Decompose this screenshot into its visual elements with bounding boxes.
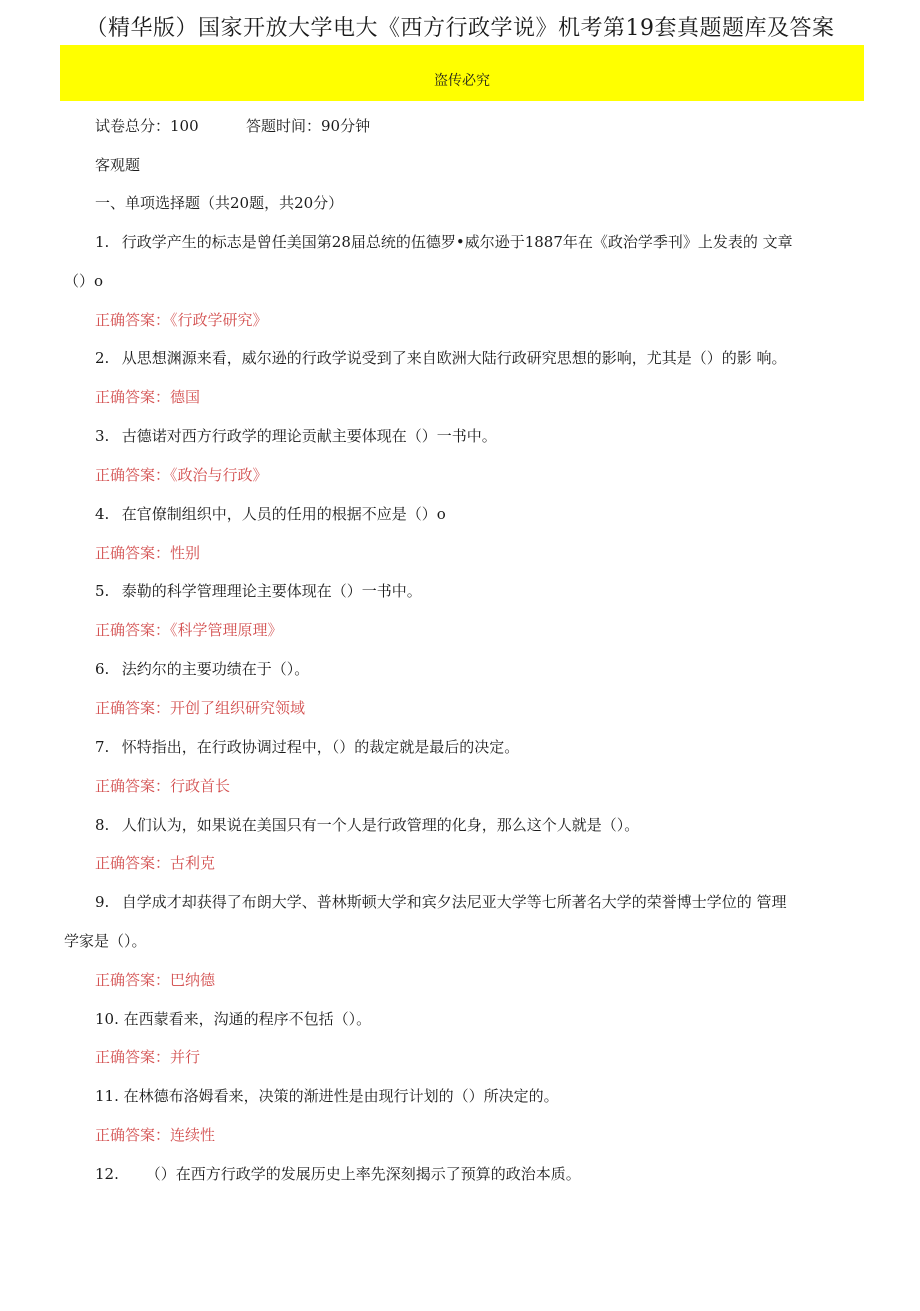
exam-time: 答题时间：90分钟 xyxy=(246,117,371,135)
question-1-continued: （）o xyxy=(64,272,104,290)
banner-text: 盗传必究 xyxy=(434,73,490,89)
question-7 xyxy=(95,737,519,757)
question-number: 4. xyxy=(95,505,110,523)
question-text: 在官僚制组织中，人员的任用的根据不应是（）o xyxy=(121,505,446,523)
answer-label: 正确答案： xyxy=(95,544,171,562)
answer-label: 正确答案： xyxy=(95,854,171,872)
question-text: 行政学产生的标志是曾任美国第28届总统的伍德罗•威尔逊于1887年在《政治学季刊》上发表的 文章 xyxy=(121,233,793,251)
answer-11 xyxy=(95,1125,215,1145)
question-5 xyxy=(95,581,422,601)
answer-10 xyxy=(95,1047,200,1067)
question-text: 古德诺对西方行政学的理论贡献主要体现在（）一书中。 xyxy=(121,427,497,445)
question-number: 2. xyxy=(95,349,110,367)
question-text: 在西蒙看来，沟通的程序不包括（）。 xyxy=(123,1010,372,1028)
answer-1 xyxy=(95,310,268,330)
question-9-continued: 学家是（）。 xyxy=(64,932,147,950)
question-9 xyxy=(95,892,787,912)
answer-label: 正确答案： xyxy=(95,1048,171,1066)
question-6 xyxy=(95,659,309,679)
question-text: 从思想渊源来看，威尔逊的行政学说受到了来自欧洲大陆行政研究思想的影响，尤其是（）的影 响。 xyxy=(121,349,787,367)
question-number: 9. xyxy=(95,893,110,911)
question-number: 6. xyxy=(95,660,110,678)
question-text: 法约尔的主要功绩在于（）。 xyxy=(121,660,310,678)
question-2 xyxy=(95,348,787,368)
question-10 xyxy=(95,1009,371,1029)
answer-7 xyxy=(95,776,230,796)
question-text: 人们认为，如果说在美国只有一个人是行政管理的化身，那么这个人就是（）。 xyxy=(121,816,640,834)
answer-value: 巴纳德 xyxy=(170,971,216,989)
answer-label: 正确答案： xyxy=(95,971,171,989)
question-11 xyxy=(95,1086,559,1106)
answer-label: 正确答案： xyxy=(95,777,171,795)
question-text: 怀特指出，在行政协调过程中，（）的裁定就是最后的决定。 xyxy=(121,738,520,756)
answer-label: 正确答案： xyxy=(95,621,171,639)
question-text: 在林德布洛姆看来，决策的渐进性是由现行计划的（）所决定的。 xyxy=(123,1087,559,1105)
answer-value: 德国 xyxy=(170,388,201,406)
answer-3 xyxy=(95,465,268,485)
answer-5 xyxy=(95,620,283,640)
answer-6 xyxy=(95,698,305,718)
answer-value: 行政首长 xyxy=(170,777,231,795)
question-3 xyxy=(95,426,497,446)
question-text: 泰勒的科学管理理论主要体现在（）一书中。 xyxy=(121,582,422,600)
question-number: 11. xyxy=(95,1087,119,1105)
section-heading: 客观题 xyxy=(95,156,141,174)
answer-value: 开创了组织研究领域 xyxy=(170,699,306,717)
question-text: （）在西方行政学的发展历史上率先深刻揭示了预算的政治本质。 xyxy=(145,1165,581,1183)
answer-value: 《行政学研究》 xyxy=(170,311,268,329)
answer-value: 连续性 xyxy=(170,1126,216,1144)
answer-value: 古利克 xyxy=(170,854,216,872)
watermark-banner xyxy=(60,45,864,101)
question-text: 自学成才却获得了布朗大学、普林斯顿大学和宾夕法尼亚大学等七所著名大学的荣誉博士学位的 管理 xyxy=(121,893,787,911)
answer-value: 《政治与行政》 xyxy=(170,466,268,484)
question-number: 8. xyxy=(95,816,110,834)
question-1 xyxy=(95,232,793,252)
answer-label: 正确答案： xyxy=(95,1126,171,1144)
question-12 xyxy=(95,1164,581,1184)
answer-4 xyxy=(95,543,200,563)
part-heading: 一、单项选择题（共20题，共20分） xyxy=(95,194,344,212)
answer-label: 正确答案： xyxy=(95,388,171,406)
answer-value: 性别 xyxy=(170,544,201,562)
answer-value: 《科学管理原理》 xyxy=(170,621,283,639)
answer-label: 正确答案： xyxy=(95,311,171,329)
question-8 xyxy=(95,815,639,835)
answer-label: 正确答案： xyxy=(95,699,171,717)
question-number: 12. xyxy=(95,1165,119,1183)
document-title: （精华版）国家开放大学电大《西方行政学说》机考第19套真题题库及答案 xyxy=(85,16,835,41)
answer-9 xyxy=(95,970,215,990)
question-number: 1. xyxy=(95,233,110,251)
question-number: 5. xyxy=(95,582,110,600)
question-number: 3. xyxy=(95,427,110,445)
answer-8 xyxy=(95,853,215,873)
question-number: 10. xyxy=(95,1010,119,1028)
answer-label: 正确答案： xyxy=(95,466,171,484)
question-number: 7. xyxy=(95,738,110,756)
answer-value: 并行 xyxy=(170,1048,201,1066)
exam-total-score: 试卷总分：100 xyxy=(95,117,199,135)
question-4 xyxy=(95,504,446,524)
answer-2 xyxy=(95,387,200,407)
